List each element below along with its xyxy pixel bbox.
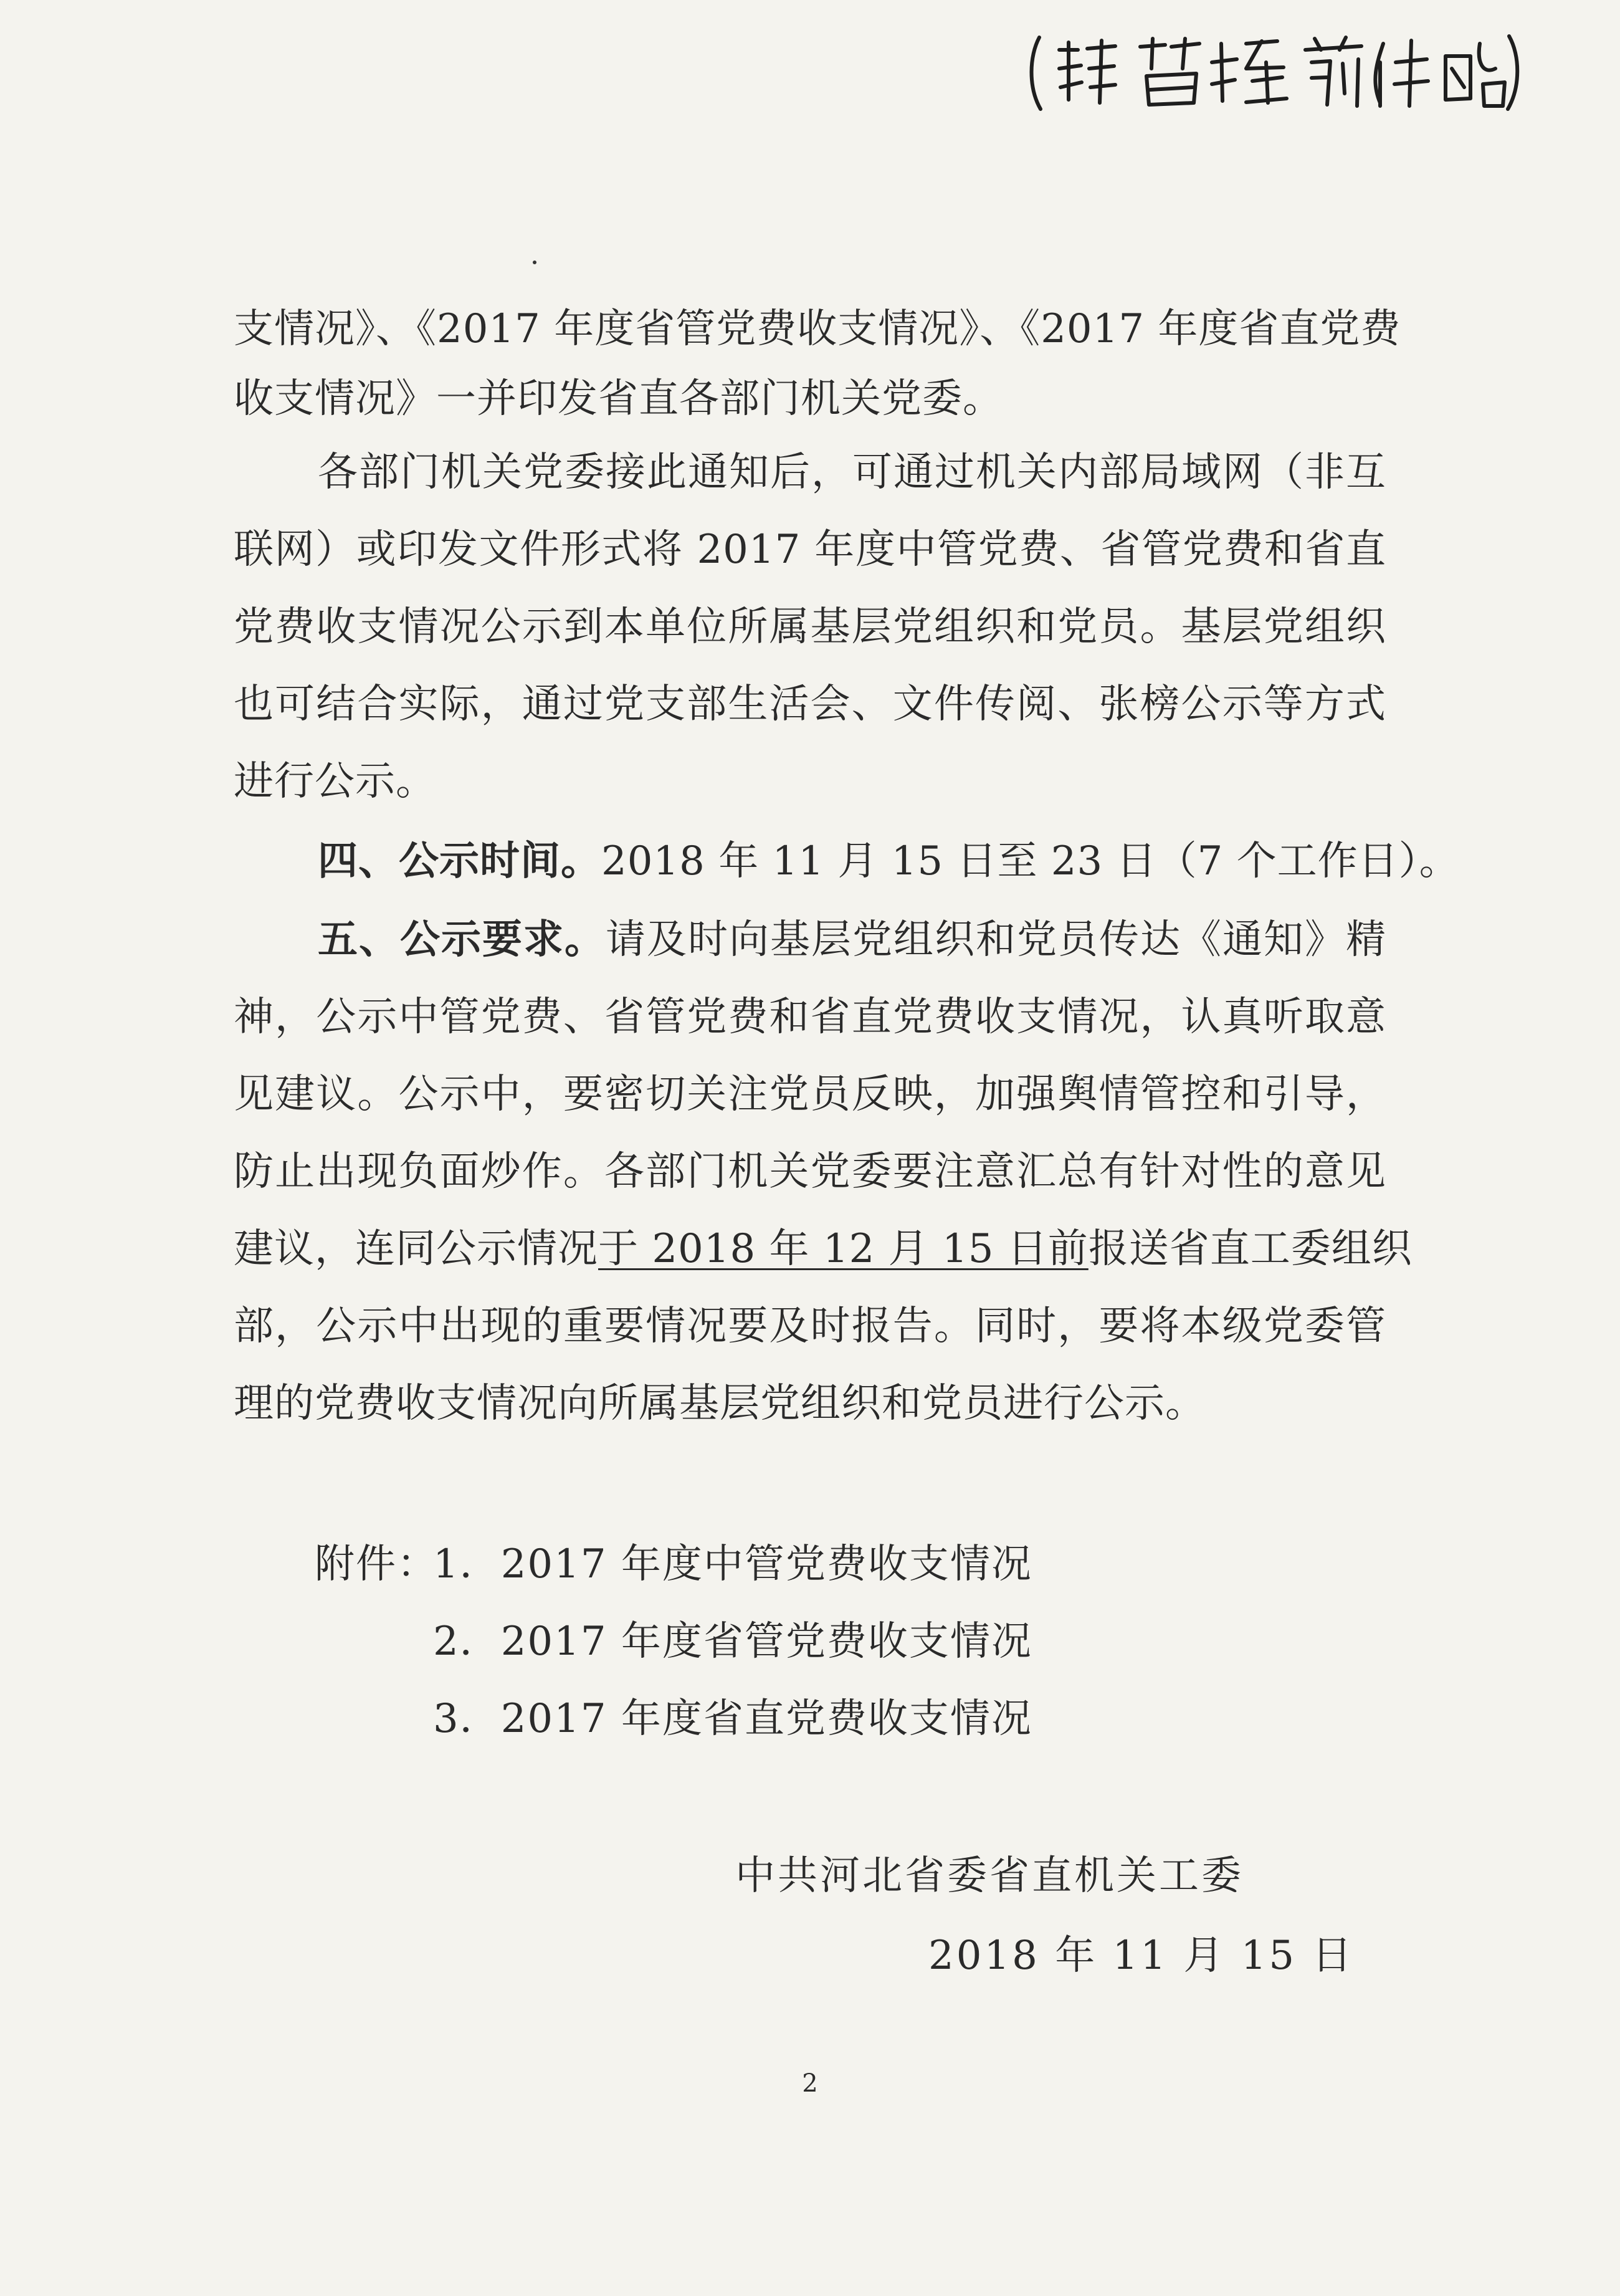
handwritten-note-drawing [1022,25,1520,118]
section5-line5-c: 报送省直工委组织 [1088,1226,1413,1272]
section5-line2: 神，公示中管党费、省管党费和省直党费收支情况，认真听取意 [234,994,1386,1040]
section5-line1 [318,915,1386,965]
section5-line3: 见建议。公示中，要密切关注党员反映，加强舆情管控和引导， [234,1071,1386,1117]
section5-line1-text: 请及时向基层党组织和党员传达《通知》精 [606,917,1386,963]
section4-text: 2018 年 11 月 15 日至 23 日（7 个工作日）。 [601,838,1460,884]
attachments-label: 附件： [315,1541,438,1587]
p2-line2: 联网）或印发文件形式将 2017 年度中管党费、省管党费和省直 [234,527,1386,573]
section5-line5-a: 建议，连同公示情况 [234,1226,598,1272]
attachment-item-1: 1．2017 年度中管党费收支情况 [433,1541,1032,1587]
section5-line6: 部，公示中出现的重要情况要及时报告。同时，要将本级党委管 [234,1303,1386,1349]
p2-line5: 进行公示。 [234,758,436,805]
section5-line5 [234,1224,1413,1274]
p1-line1: 支情况》、《2017 年度省管党费收支情况》、《2017 年度省直党费 [234,306,1401,352]
attachment-item-2: 2．2017 年度省管党费收支情况 [433,1619,1032,1665]
section5-heading: 五、公示要求。 [318,917,606,963]
deadline-underlined: 于 2018 年 12 月 15 日前 [598,1226,1089,1272]
p2-line1: 各部门机关党委接此通知后，可通过机关内部局域网（非互 [318,449,1386,495]
handwritten-note [1022,25,1520,118]
section4-line [318,836,1460,886]
attachment-item-3: 3．2017 年度省直党费收支情况 [433,1696,1032,1742]
p2-line4: 也可结合实际，通过党支部生活会、文件传阅、张榜公示等方式 [234,681,1386,727]
signature-date: 2018 年 11 月 15 日 [928,1933,1355,1979]
signature-org: 中共河北省委省直机关工委 [735,1853,1244,1899]
section5-line7: 理的党费收支情况向所属基层党组织和党员进行公示。 [234,1380,1206,1427]
section4-heading: 四、公示时间。 [318,838,601,884]
page-number: 2 [802,2069,818,2098]
p2-line3: 党费收支情况公示到本单位所属基层党组织和党员。基层党组织 [234,604,1386,650]
p1-line2: 收支情况》一并印发省直各部门机关党委。 [234,376,1003,422]
section5-line4: 防止出现负面炒作。各部门机关党委要注意汇总有针对性的意见 [234,1149,1386,1195]
stray-mark [533,261,536,264]
